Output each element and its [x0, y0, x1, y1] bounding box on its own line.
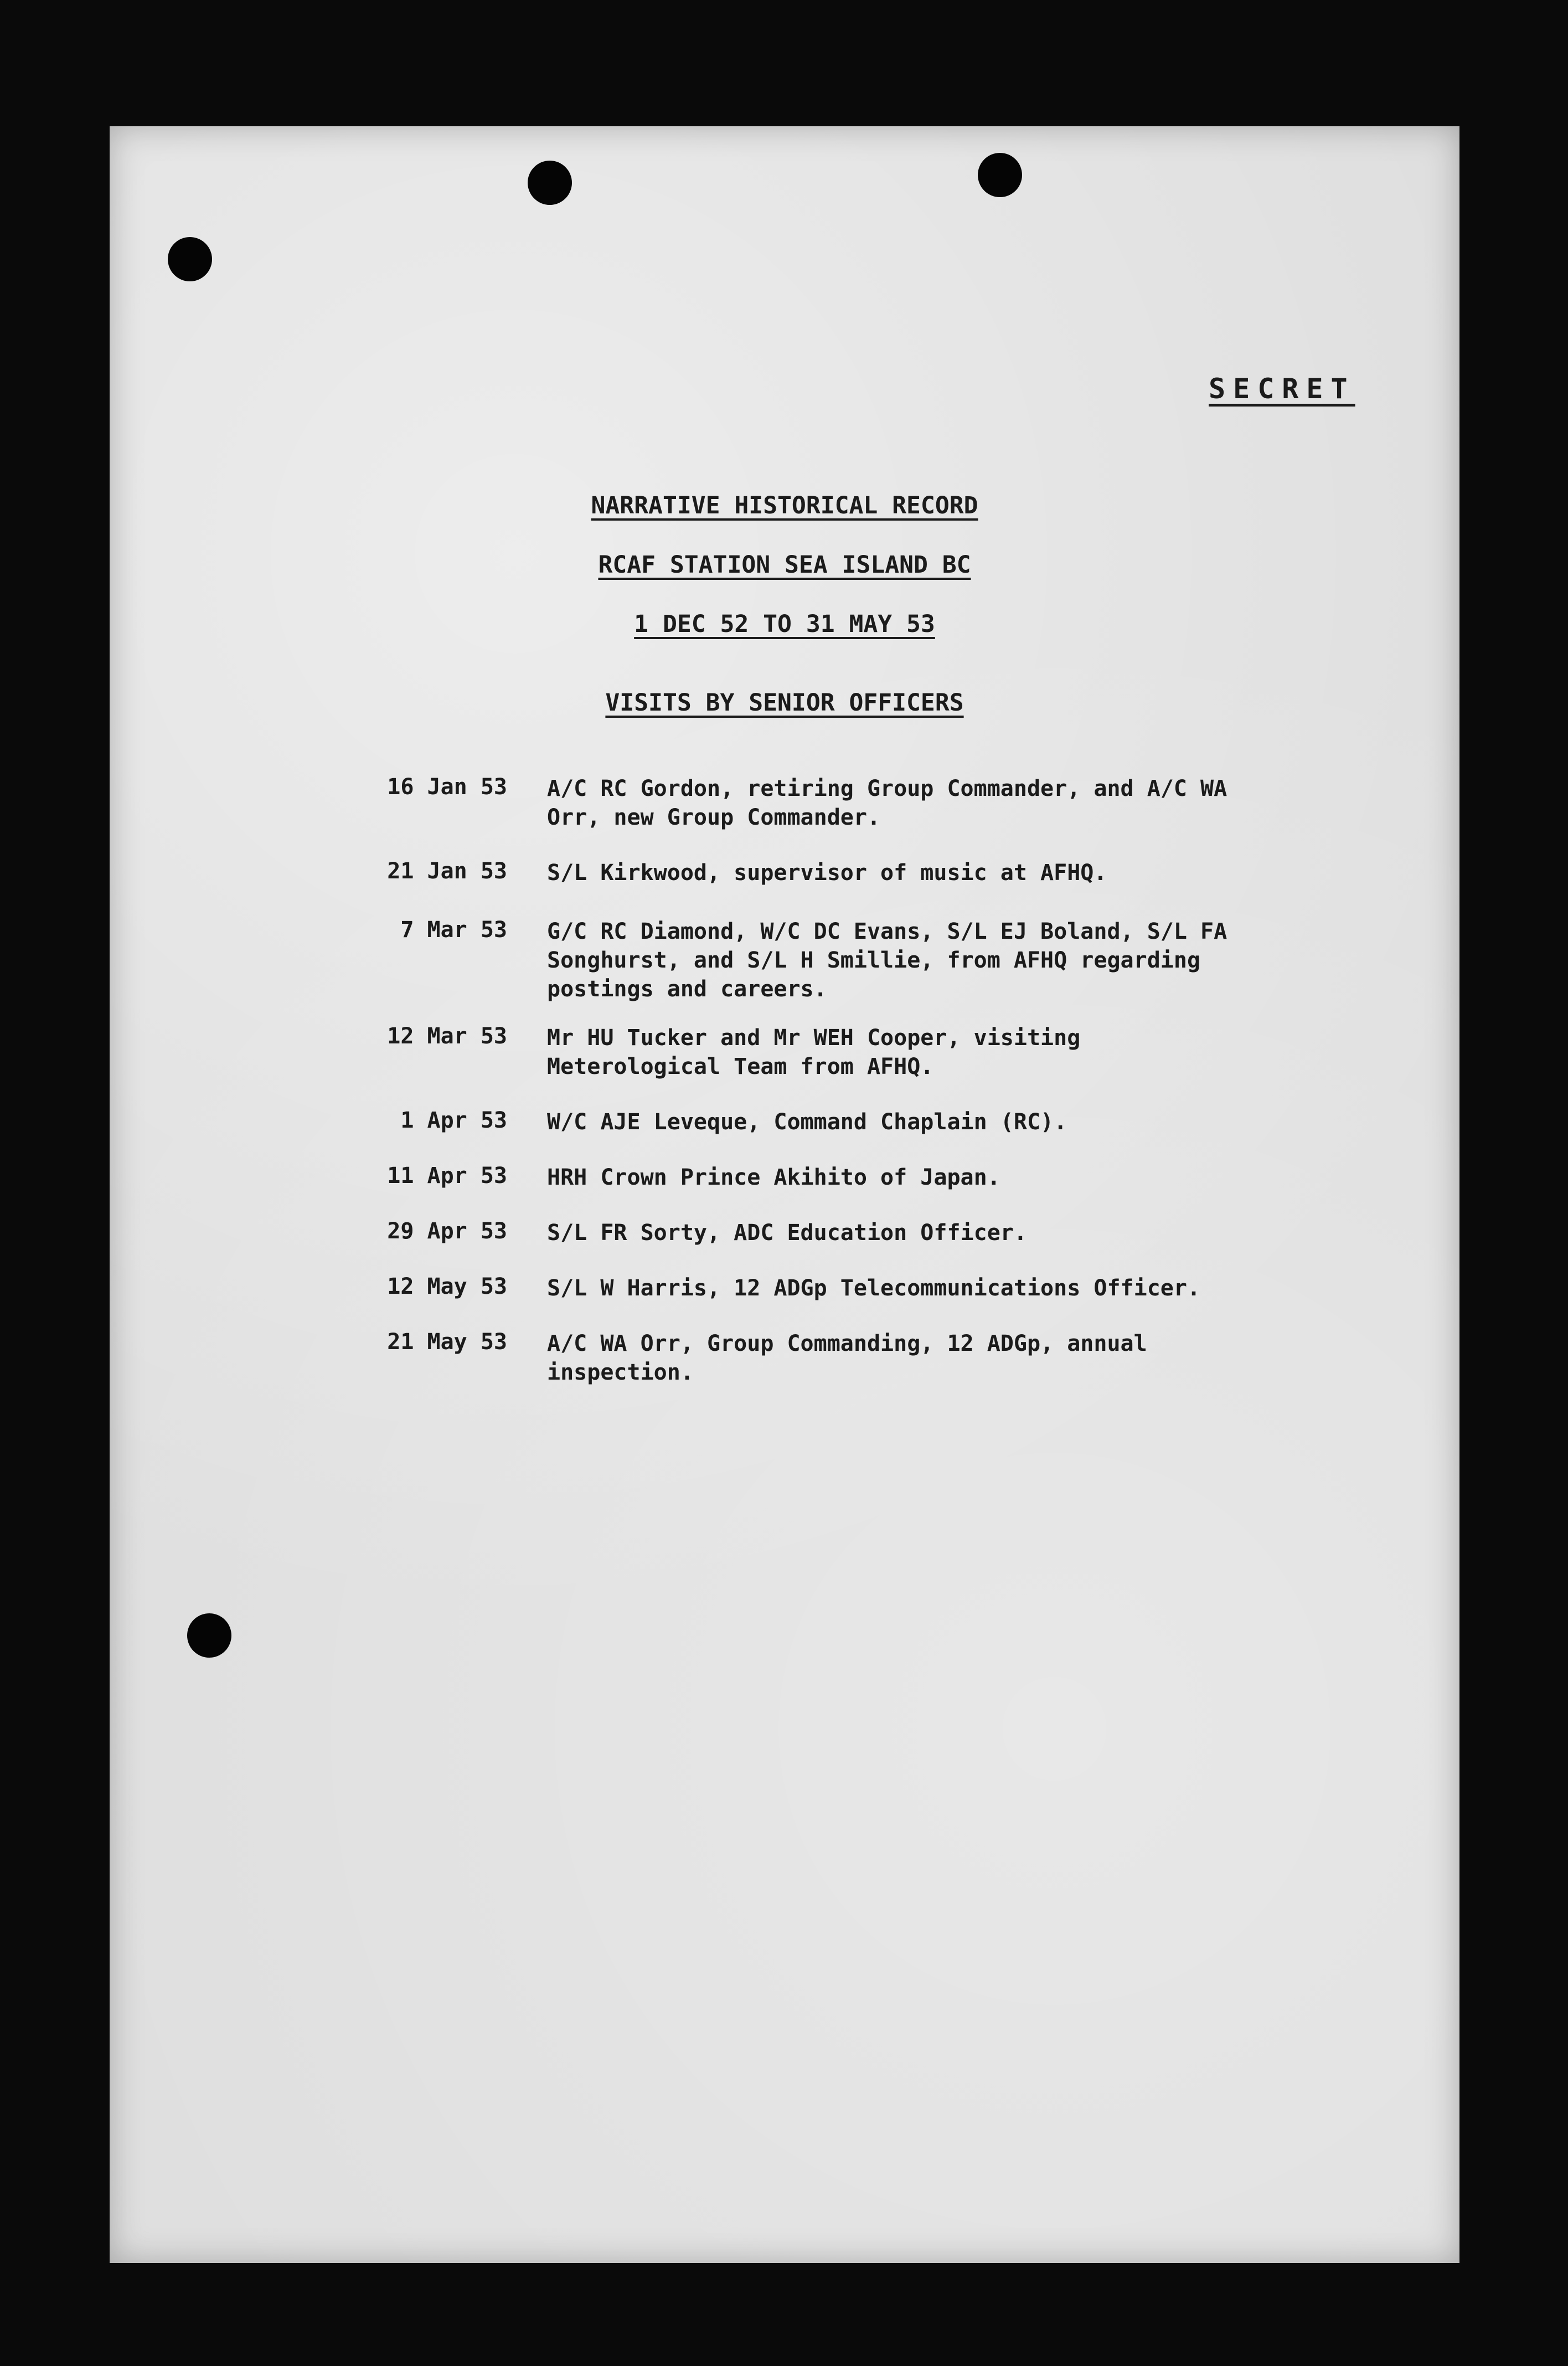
visit-description: S/L Kirkwood, supervisor of music at AFHQ.	[547, 860, 1107, 886]
visit-description: W/C AJE Leveque, Command Chaplain (RC).	[547, 1109, 1067, 1135]
visit-description: G/C RC Diamond, W/C DC Evans, S/L EJ Boland, S/L FA Songhurst, and S/L H Smillie, from AFHQ regarding postings and careers.	[547, 919, 1227, 1002]
visit-date: 29 Apr 53	[387, 1218, 507, 1244]
section-heading: VISITS BY SENIOR OFFICERS	[605, 689, 964, 717]
record-title: NARRATIVE HISTORICAL RECORD	[591, 492, 978, 520]
station-name: RCAF STATION SEA ISLAND BC	[598, 551, 971, 579]
visit-date: 21 Jan 53	[387, 858, 507, 884]
visit-date: 21 May 53	[387, 1329, 507, 1355]
document-page	[110, 126, 1459, 2263]
visit-description: S/L W Harris, 12 ADGp Telecommunications Officer.	[547, 1275, 1201, 1301]
punch-hole-top-center-right	[978, 153, 1022, 197]
visit-date: 7 Mar 53	[400, 917, 507, 943]
punch-hole-top-center-left	[528, 161, 572, 205]
classification-marking: SECRET	[1209, 373, 1355, 405]
visit-description: A/C WA Orr, Group Commanding, 12 ADGp, annual inspection.	[547, 1331, 1147, 1385]
visit-description: S/L FR Sorty, ADC Education Officer.	[547, 1220, 1027, 1246]
visit-date: 16 Jan 53	[387, 774, 507, 800]
visit-description: HRH Crown Prince Akihito of Japan.	[547, 1165, 1000, 1190]
punch-hole-top-left	[168, 237, 212, 281]
visit-description: Mr HU Tucker and Mr WEH Cooper, visiting Meterological Team from AFHQ.	[547, 1025, 1081, 1079]
visit-date: 11 Apr 53	[387, 1163, 507, 1189]
visit-date: 12 May 53	[387, 1274, 507, 1299]
visit-date: 12 Mar 53	[387, 1023, 507, 1049]
punch-hole-left-middle	[187, 1613, 231, 1658]
visit-date: 1 Apr 53	[400, 1108, 507, 1133]
visit-description: A/C RC Gordon, retiring Group Commander, and A/C WA Orr, new Group Commander.	[547, 776, 1227, 830]
date-range: 1 DEC 52 TO 31 MAY 53	[634, 610, 935, 638]
